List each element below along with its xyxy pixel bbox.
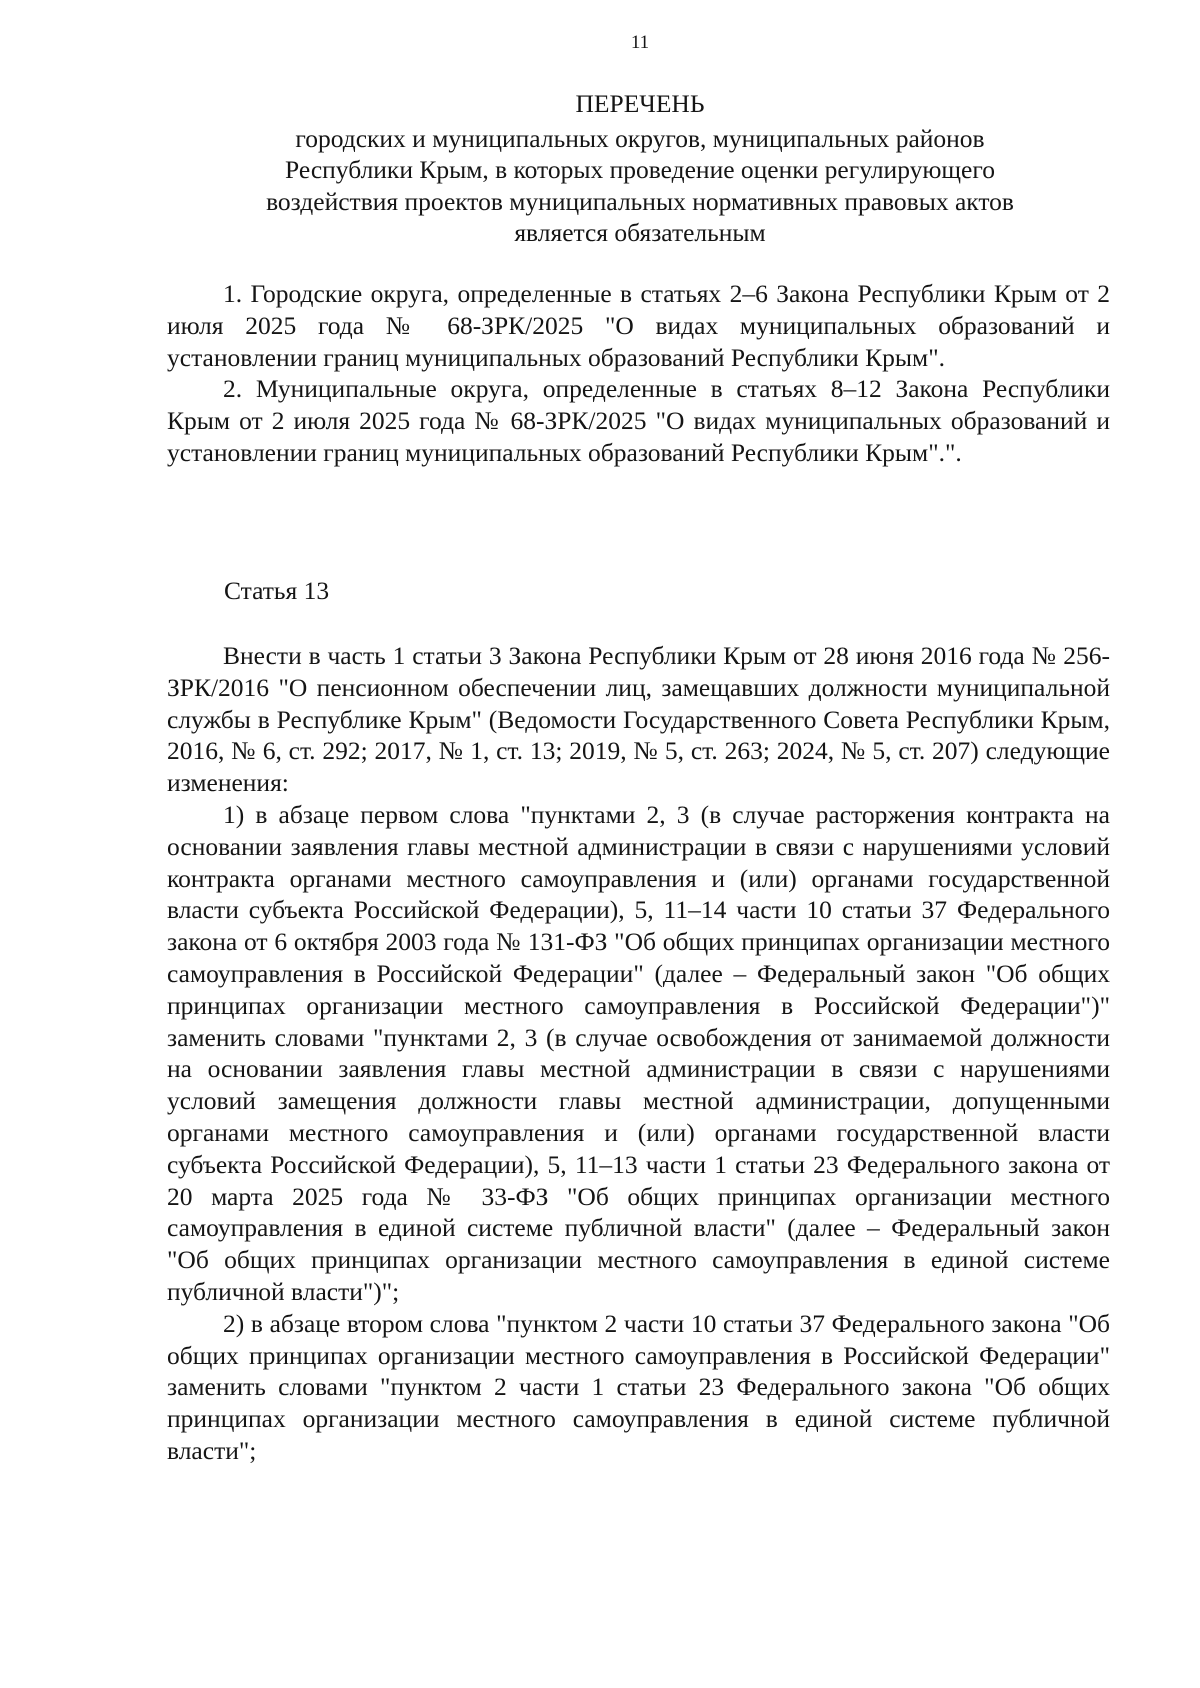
amendment-paragraph: 1) в абзаце первом слова "пунктами 2, 3 (в случае расторжения контракта на основании заявления главы местной администрации в связи с нарушениями условий контракта органами местного самоуправления и (или) органами государственной власти субъекта Российской Федерации), 5, 11–14 части 10 статьи 37 Федерального закона от 6 октября 2003 года № 131-ФЗ "Об общих принципах организации местного самоуправления в Российской Федерации" (далее – Федеральный закон "Об общих принципах организации местного самоуправления в Российской Федерации")" заменить словами "пунктами 2, 3 (в случае освобождения от занимаемой должности на основании заявления главы местной администрации в связи с нарушениями условий замещения должности главы местной администрации, допущенными органами местного самоуправления и (или) органами государственной власти субъекта Российской Федерации), 5, 11–13 части 1 статьи 23 Федерального закона от 20 марта 2025 года № 33-ФЗ "Об общих принципах организации местного самоуправления в единой системе публичной власти" (далее – Федеральный закон "Об общих принципах организации местного самоуправления в единой системе публичной власти")"; [167, 799, 1110, 1306]
article-heading: Статья 13 [224, 576, 330, 605]
list-item: 1. Городские округа, определенные в статьях 2–6 Закона Республики Крым от 2 июля 2025 года № 68-ЗРК/2025 "О видах муниципальных образований и установлении границ муниципальных образований Республики Крым". [167, 279, 1110, 372]
list-items [167, 278, 1110, 469]
list-subtitle-line: городских и муниципальных округов, муниципальных районов [295, 123, 985, 153]
article-body [167, 640, 1110, 1467]
article-intro-paragraph: Внести в часть 1 статьи 3 Закона Республики Крым от 28 июня 2016 года № 256-ЗРК/2016 "О пенсионном обеспечении лиц, замещавших должности муниципальной службы в Республике Крым" (Ведомости Государственного Совета Республики Крым, 2016, № 6, ст. 292; 2017, № 1, ст. 13; 2019, № 5, ст. 263; 2024, № 5, ст. 207) следующие изменения: [167, 641, 1110, 798]
list-subtitle-line: Республики Крым, в которых проведение оценки регулирующего [285, 155, 995, 184]
amendment-paragraph: 2) в абзаце втором слова "пунктом 2 части 10 статьи 37 Федерального закона "Об общих принципах организации местного самоуправления в Российской Федерации" заменить словами "пунктом 2 части 1 статьи 23 Федерального закона "Об общих принципах организации местного самоуправления в единой системе публичной власти"; [167, 1308, 1110, 1465]
list-item: 2. Муниципальные округа, определенные в статьях 8–12 Закона Республики Крым от 2 июля 2025 года № 68-ЗРК/2025 "О видах муниципальных образований и установлении границ муниципальных образований Республики Крым".". [167, 374, 1110, 467]
list-subtitle-line: воздействия проектов муниципальных нормативных правовых актов [266, 186, 1014, 216]
list-title: ПЕРЕЧЕНЬ [575, 89, 705, 118]
page-number: 11 [630, 32, 650, 53]
list-header [200, 88, 1080, 249]
list-subtitle-line: является обязательным [514, 218, 766, 247]
